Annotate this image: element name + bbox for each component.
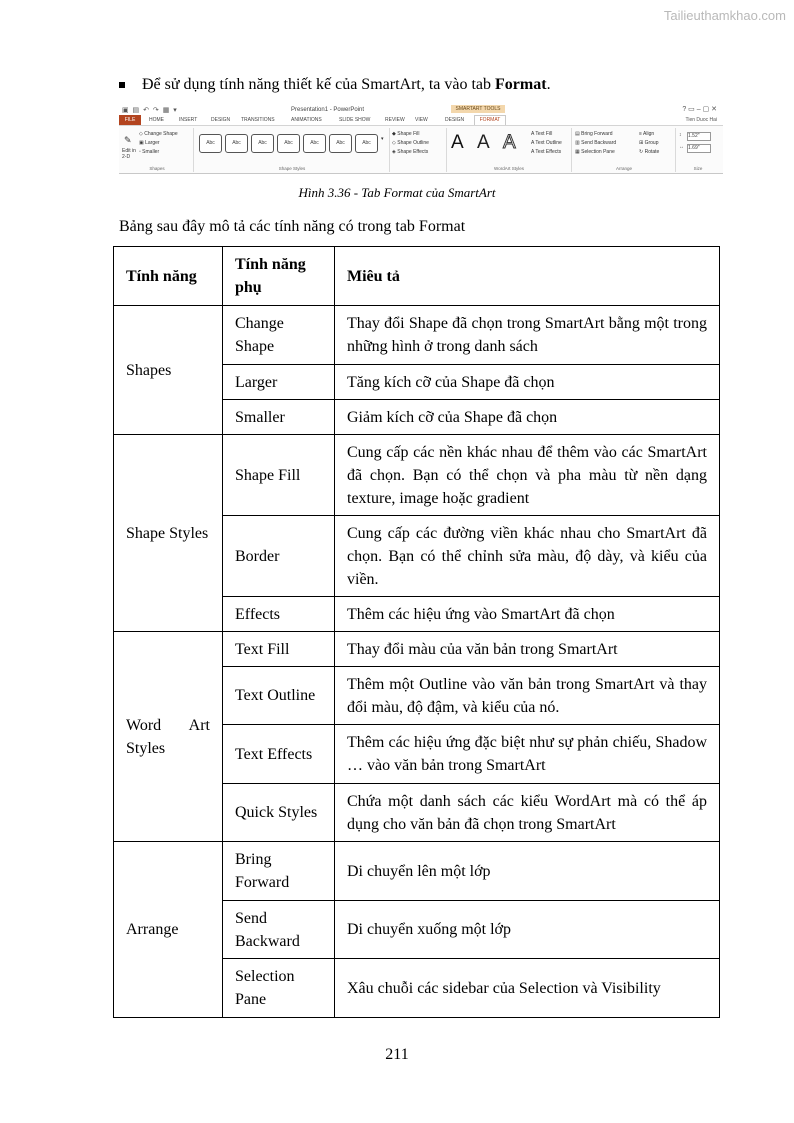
tab-smartart-design: DESIGN — [445, 117, 465, 123]
edit-2d-icon: ✎ — [124, 135, 132, 145]
tab-review: REVIEW — [385, 117, 405, 123]
shape-effects-button: ◈ Shape Effects — [392, 149, 429, 155]
description-cell: Cung cấp các đường viền khác nhau cho SmartArt đã chọn. Bạn có thể chỉnh sửa màu, độ dày, và kiểu của viền. — [335, 516, 720, 597]
window-controls-icons: ? ▭ – ▢ ✕ — [682, 106, 717, 113]
description-cell: Thêm các hiệu ứng đặc biệt như sự phản chiếu, Shadow … vào văn bản trong SmartArt — [335, 725, 720, 784]
change-shape-button: ◇ Change Shape — [139, 131, 178, 137]
sub-feature-cell: Send Backward — [223, 901, 335, 959]
sub-feature-cell: Effects — [223, 597, 335, 632]
smartart-tools-label: SMARTART TOOLS — [451, 105, 505, 113]
feature-cell: Arrange — [114, 842, 223, 1018]
sub-feature-cell: Quick Styles — [223, 784, 335, 842]
table-row — [114, 632, 720, 667]
tab-slide-show: SLIDE SHOW — [339, 117, 371, 123]
shape-style-swatch: Abc — [329, 134, 352, 153]
tab-design: DESIGN — [211, 117, 231, 123]
sub-feature-cell: Shape Fill — [223, 435, 335, 516]
ribbon-group-size — [677, 128, 719, 172]
description-cell: Thay đổi Shape đã chọn trong SmartArt bằng một trong những hình ở trong danh sách — [335, 306, 720, 365]
selection-pane-button: ▦ Selection Pane — [575, 149, 615, 155]
description-cell: Di chuyển lên một lớp — [335, 842, 720, 901]
bring-forward-button: ▤ Bring Forward — [575, 131, 613, 137]
table-row — [114, 842, 720, 901]
feature-cell: Word Art Styles — [114, 632, 223, 842]
smaller-button: ▫ Smaller — [139, 149, 160, 155]
shape-style-swatch: Abc — [225, 134, 248, 153]
height-icon: ↕ — [679, 132, 682, 138]
table-row — [114, 435, 720, 516]
sub-feature-cell: Text Outline — [223, 667, 335, 725]
arrange-group-label: Arrange — [615, 166, 632, 171]
tab-view: VIEW — [415, 117, 428, 123]
shape-styles-group-label: Shape Styles — [278, 166, 306, 171]
sub-feature-cell: Border — [223, 516, 335, 597]
text-effects-button: A Text Effects — [531, 149, 562, 155]
wordart-group-label: WordArt Styles — [494, 166, 524, 171]
feature-cell: Shape Styles — [114, 435, 223, 632]
window-title: Presentation1 - PowerPoint — [291, 107, 365, 113]
shape-outline-button: ◇ Shape Outline — [392, 140, 429, 146]
description-cell: Di chuyển xuống một lớp — [335, 901, 720, 959]
sub-feature-cell: Bring Forward — [223, 842, 335, 901]
tab-animations: ANIMATIONS — [291, 117, 322, 123]
shape-style-swatch: Abc — [277, 134, 300, 153]
text-outline-button: A Text Outline — [531, 140, 562, 146]
text-fill-button: A Text Fill — [531, 131, 553, 137]
watermark: Tailieuthamkhao.com — [663, 8, 786, 23]
larger-button: ▣ Larger — [139, 140, 160, 146]
intro-paragraph: Bảng sau đây mô tả các tính năng có trong tab Format — [119, 218, 466, 235]
description-cell: Chứa một danh sách các kiểu WordArt mà có thể áp dụng cho văn bản đã chọn trong SmartArt — [335, 784, 720, 842]
table-header-row — [114, 247, 720, 306]
ribbon-shape-format-commands — [390, 128, 447, 172]
tab-transitions: TRANSITIONS — [241, 117, 275, 123]
wordart-style-sample: A — [451, 132, 464, 153]
ribbon-tabs — [119, 115, 723, 125]
shape-style-swatch: Abc — [355, 134, 378, 153]
tab-format: FORMAT — [474, 115, 506, 125]
description-cell: Giảm kích cỡ của Shape đã chọn — [335, 400, 720, 435]
ribbon-group-shape-styles — [195, 128, 390, 172]
ribbon-group-arrange — [573, 128, 676, 172]
bullet-square-icon — [119, 82, 125, 88]
shape-fill-button: ◆ Shape Fill — [392, 131, 420, 137]
feature-cell: Shapes — [114, 306, 223, 435]
page-number: 211 — [385, 1046, 409, 1063]
features-table — [113, 246, 720, 1018]
sub-feature-cell: Selection Pane — [223, 959, 335, 1018]
send-backward-button: ▥ Send Backward — [575, 140, 617, 146]
width-field: 1.69" — [687, 144, 711, 153]
signed-in-user: Tien Duoc Hai — [685, 117, 717, 123]
size-group-label: Size — [693, 166, 703, 171]
sub-feature-cell: Larger — [223, 365, 335, 400]
gallery-more-icon: ▾ — [381, 136, 384, 142]
sub-feature-cell: Text Fill — [223, 632, 335, 667]
quick-access-toolbar-icons: ▣ ▤ ↶ ↷ ▦ ▾ — [122, 107, 178, 114]
ribbon-title-bar — [119, 104, 723, 115]
header-description: Miêu tả — [335, 247, 720, 306]
ribbon-group-shapes — [121, 128, 194, 172]
description-cell: Xâu chuỗi các sidebar của Selection và Visibility — [335, 959, 720, 1018]
description-cell: Tăng kích cỡ của Shape đã chọn — [335, 365, 720, 400]
shape-style-swatch: Abc — [251, 134, 274, 153]
tab-file: FILE — [119, 115, 141, 125]
table-row — [114, 306, 720, 365]
header-sub-feature: Tính năng phụ — [223, 247, 335, 306]
description-cell: Thay đổi màu của văn bản trong SmartArt — [335, 632, 720, 667]
sub-feature-cell: Change Shape — [223, 306, 335, 365]
rotate-button: ↻ Rotate — [639, 149, 660, 155]
shapes-group-label: Shapes — [149, 166, 165, 171]
wordart-style-sample: A — [477, 132, 490, 153]
bullet-text: Để sử dụng tính năng thiết kế của SmartArt, ta vào tab Format. — [142, 76, 551, 93]
description-cell: Thêm một Outline vào văn bản trong SmartArt và thay đổi màu, độ đậm, và kiểu của nó. — [335, 667, 720, 725]
width-icon: ↔ — [679, 144, 684, 150]
description-cell: Cung cấp các nền khác nhau để thêm vào các SmartArt đã chọn. Bạn có thể chọn và pha màu từ nền dạng texture, image hoặc gradient — [335, 435, 720, 516]
align-button: ≡ Align — [639, 131, 655, 137]
group-button: ⊞ Group — [639, 140, 659, 146]
header-feature: Tính năng — [114, 247, 223, 306]
sub-feature-cell: Smaller — [223, 400, 335, 435]
shape-style-swatch: Abc — [199, 134, 222, 153]
sub-feature-cell: Text Effects — [223, 725, 335, 784]
shape-style-swatch: Abc — [303, 134, 326, 153]
bullet-paragraph — [119, 76, 551, 94]
figure-caption: Hình 3.36 - Tab Format của SmartArt — [298, 185, 496, 200]
edit-2d-label: Edit in 2-D — [122, 148, 136, 160]
description-cell: Thêm các hiệu ứng vào SmartArt đã chọn — [335, 597, 720, 632]
tab-home: HOME — [149, 117, 164, 123]
wordart-style-sample: A — [503, 132, 516, 153]
ribbon-body — [119, 125, 723, 174]
ribbon-screenshot — [119, 104, 723, 174]
ribbon-group-wordart — [447, 128, 572, 172]
height-field: 1.52" — [687, 132, 711, 141]
tab-insert: INSERT — [179, 117, 198, 123]
